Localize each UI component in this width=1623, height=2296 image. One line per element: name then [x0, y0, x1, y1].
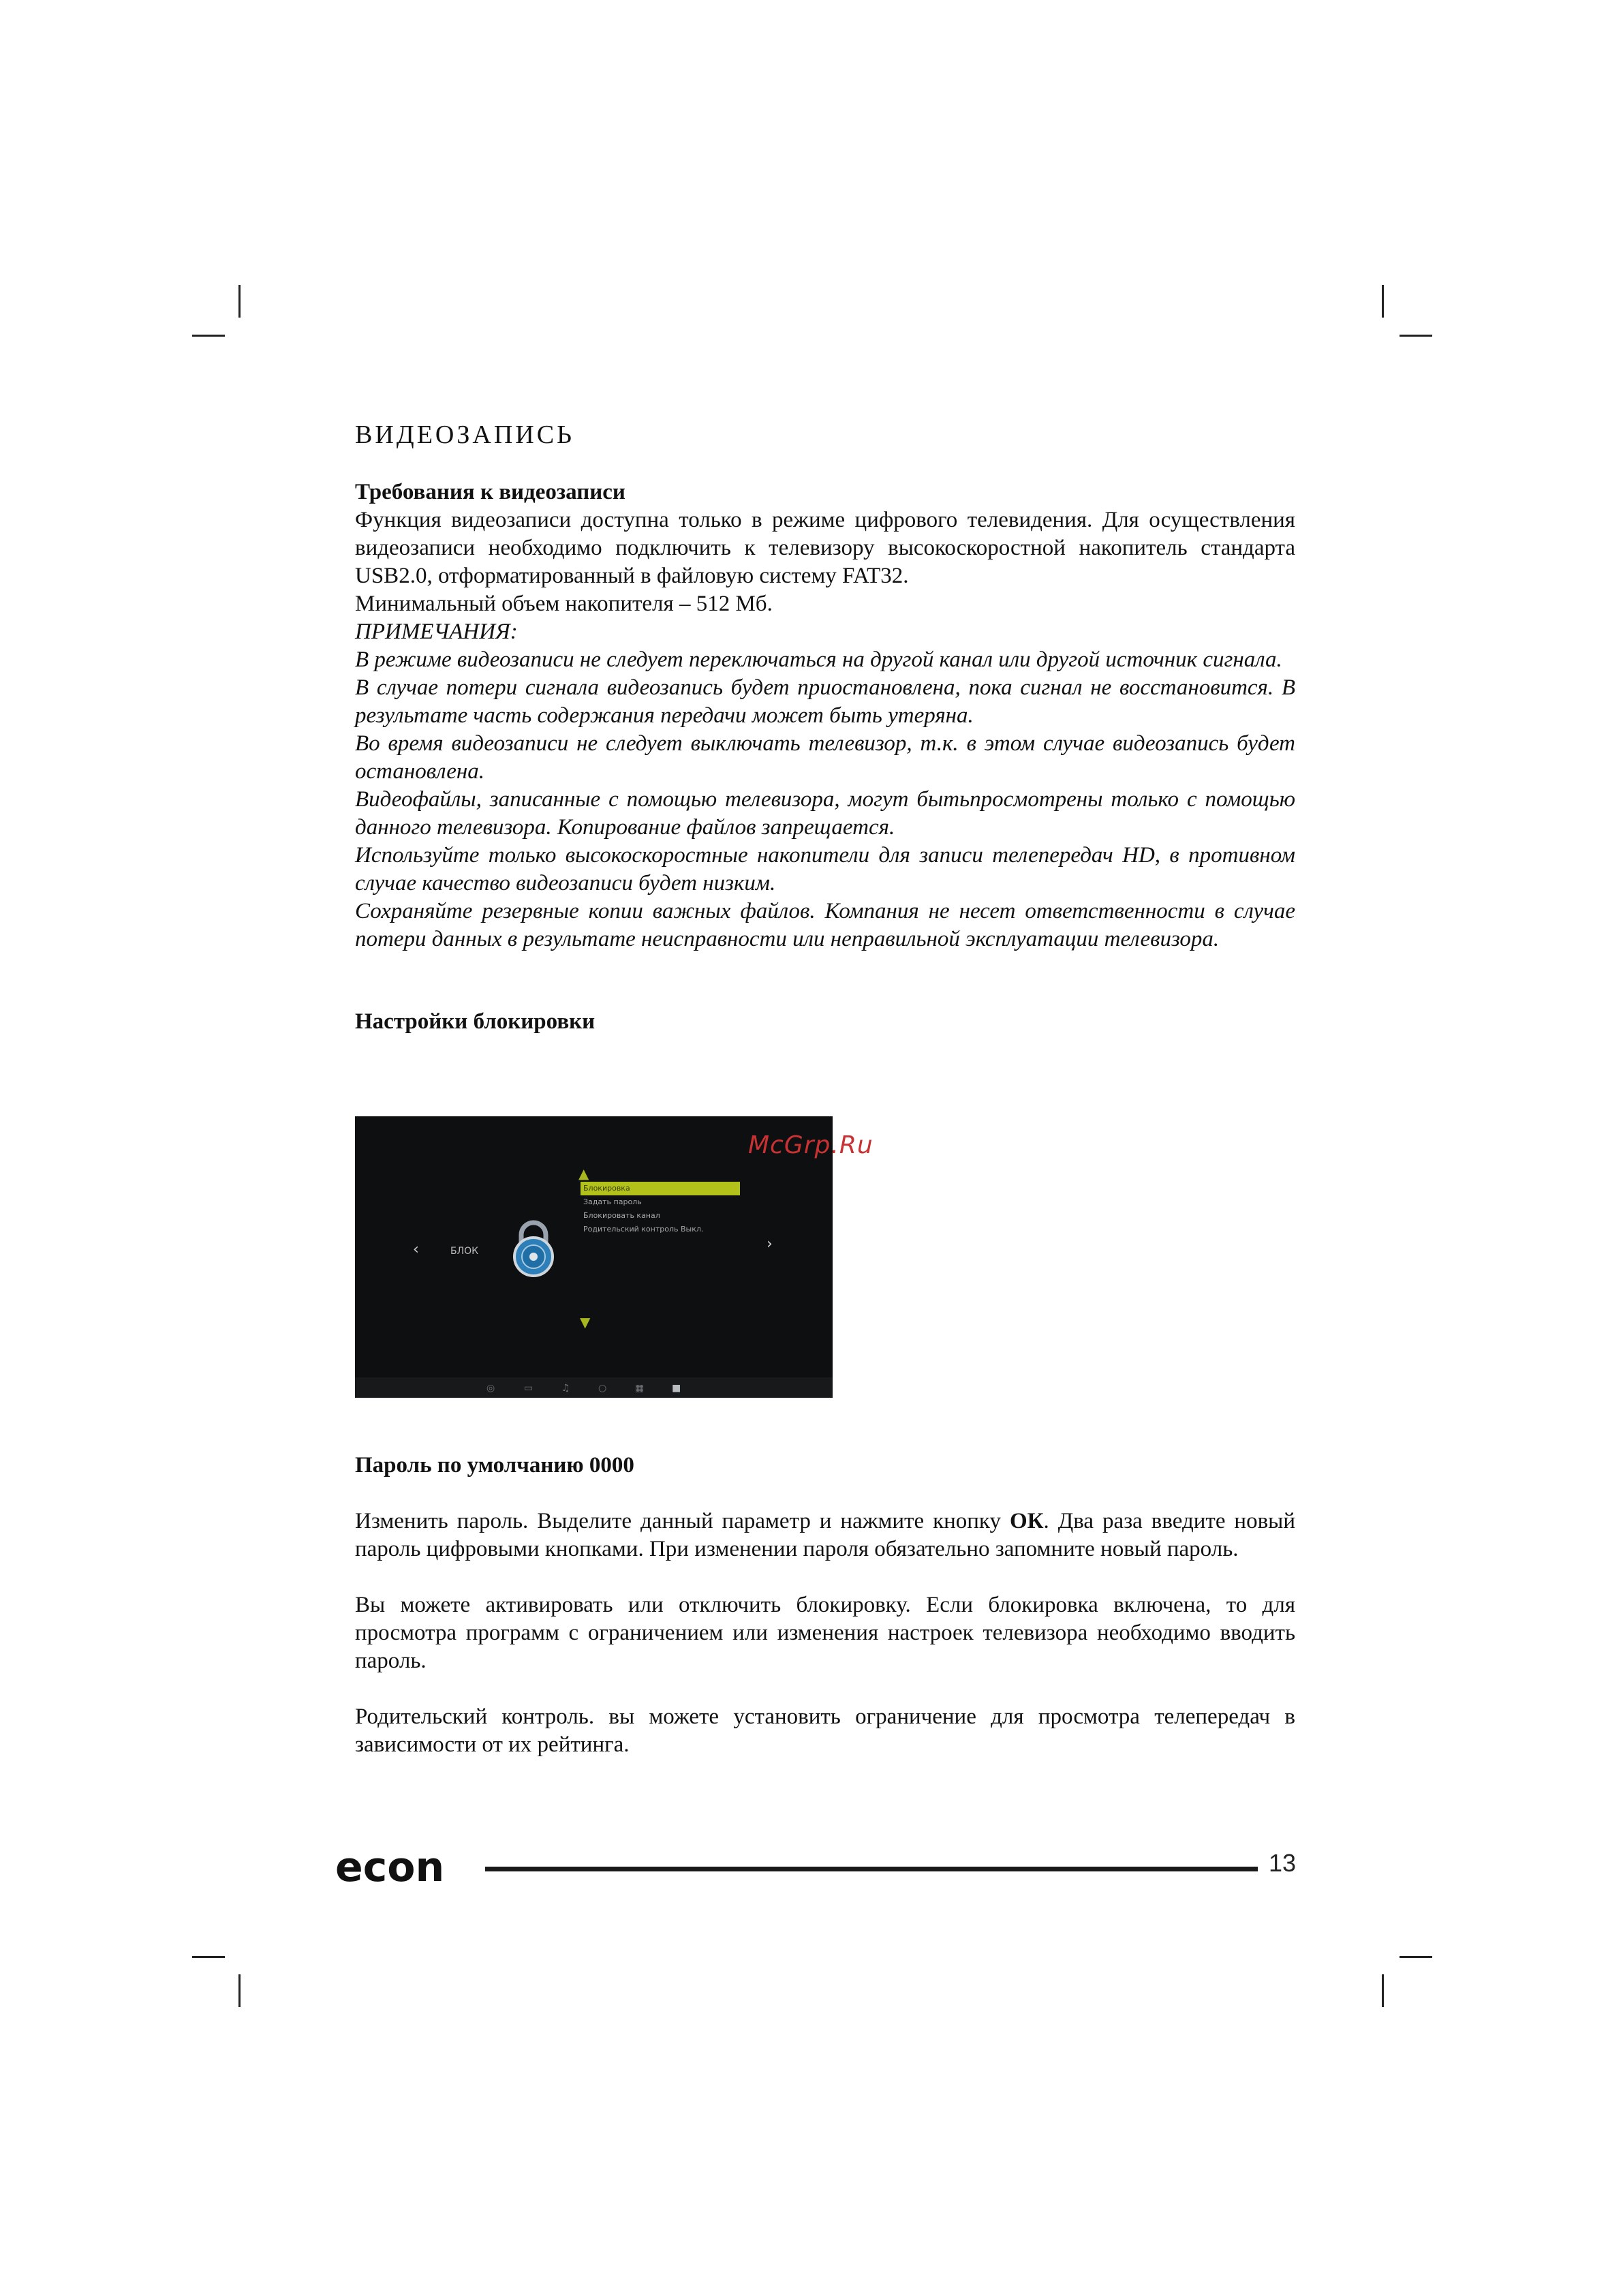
crop-mark [1400, 1956, 1432, 1958]
ok-key-label: ОК [1009, 1509, 1044, 1533]
min-size-text: Минимальный объем накопителя – 512 Мб. [355, 592, 773, 616]
note-item: Во время видеозаписи не следует выключать телевизор, т.к. в этом случае видеозапись будет остановлена. [355, 731, 1295, 784]
watermark: McGrp.Ru [748, 1131, 874, 1159]
requirements-text: Функция видеозаписи доступна только в режиме цифрового телевидения. Для осуществления видеозаписи необходимо подключить к телевизору высокоскоростной накопитель стандарта USB2.0, отформатированный в файловую систему FAT32. [355, 508, 1295, 588]
lock-settings-heading: Настройки блокировки [355, 1009, 596, 1034]
note-item: Видеофайлы, записанные с помощью телевизора, могут бытьпросмотрены только с помощью данного телевизора. Копирование файлов запрещается. [355, 787, 1295, 840]
left-arrow-icon: ‹ [413, 1241, 419, 1258]
note-item: В случае потери сигнала видеозапись будет приостановлена, пока сигнал не восстановится. В результате часть содержания передачи может быть утеряна. [355, 675, 1295, 728]
scroll-up-icon: ▲ [578, 1165, 589, 1182]
crop-mark [238, 1974, 241, 2007]
padlock-icon [506, 1217, 561, 1279]
crop-mark [238, 285, 241, 318]
change-password-text: Изменить пароль. Выделите данный параметр и нажмите кнопку ОК. Два раза введите новый пароль цифровыми кнопками. При изменении пароля обязательно запомните новый пароль. [355, 1509, 1295, 1561]
menu-dock [355, 1377, 833, 1398]
crop-mark [1382, 285, 1384, 318]
scroll-down-icon: ▼ [580, 1314, 591, 1330]
menu-item-set-password[interactable]: Задать пароль [583, 1197, 642, 1206]
svg-text:econ: econ [335, 1848, 445, 1889]
crop-mark [1400, 335, 1432, 337]
picture-icon: ◎ [486, 1383, 495, 1394]
sound-icon: ♫ [561, 1383, 570, 1394]
note-item: Используйте только высокоскоростные накопители для записи телепередач HD, в противном случае качество видеозаписи будет низким. [355, 843, 1295, 896]
menu-label: БЛОК [450, 1246, 479, 1257]
footer-rule [485, 1867, 1258, 1871]
lock-icon: ■ [672, 1383, 681, 1394]
lock-activation-text: Вы можете активировать или отключить блокировку. Если блокировка включена, то для просмотра программ с ограничением или изменения настроек телевизора необходимо вводить пароль. [355, 1593, 1295, 1673]
section-title: ВИДЕОЗАПИСЬ [355, 420, 574, 449]
crop-mark [1382, 1974, 1384, 2007]
right-arrow-icon: › [767, 1236, 773, 1253]
display-icon: ▭ [524, 1383, 534, 1394]
video-recording-section [355, 417, 1295, 1036]
password-heading: Пароль по умолчанию 0000 [355, 1453, 634, 1478]
notes-label: ПРИМЕЧАНИЯ: [355, 619, 518, 644]
menu-item-lock[interactable]: Блокировка [581, 1182, 740, 1195]
econ-logo [335, 1848, 458, 1889]
menu-item-parental-control[interactable]: Родительский контроль Выкл. [583, 1225, 704, 1234]
channel-icon: ○ [598, 1383, 607, 1394]
parental-control-text: Родительский контроль. вы можете установить ограничение для просмотра телепередач в зависимости от их рейтинга. [355, 1704, 1295, 1757]
note-item: Сохраняйте резервные копии важных файлов. Компания не несет ответственности в случае потери данных в результате неисправности или неправильной эксплуатации телевизора. [355, 899, 1295, 951]
crop-mark [192, 1956, 225, 1958]
note-item: В режиме видеозаписи не следует переключаться на другой канал или другой источник сигнала. [355, 647, 1282, 672]
requirements-heading: Требования к видеозаписи [355, 480, 625, 504]
crop-mark [192, 335, 225, 337]
setup-icon: ▦ [635, 1383, 645, 1394]
menu-item-block-channel[interactable]: Блокировать канал [583, 1211, 660, 1220]
page-number: 13 [1269, 1849, 1297, 1877]
password-section [355, 1452, 1295, 1759]
